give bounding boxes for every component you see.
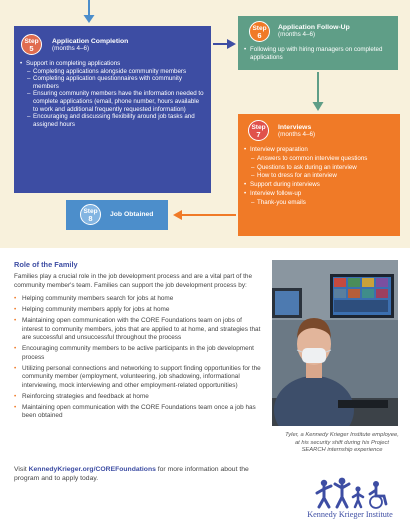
call-to-action <box>14 465 264 483</box>
step-badge-word: Step <box>251 124 266 131</box>
website-link[interactable]: KennedyKrieger.org/COREFoundations <box>28 466 156 473</box>
step-6-card <box>238 16 398 70</box>
list-item: – Thank-you emails <box>244 199 398 208</box>
employee-photo-illustration <box>272 260 398 426</box>
kennedy-krieger-logo <box>300 476 400 520</box>
step-8-card <box>66 200 168 230</box>
step-7-card <box>238 114 400 236</box>
step-subtitle: (months 4–6) <box>52 45 90 52</box>
step-title-text: Interviews <box>278 124 312 131</box>
list-item: – Completing applications alongside community members <box>20 68 205 76</box>
step-8-badge <box>80 204 101 225</box>
list-item: • Helping community members search for jobs at home <box>14 295 264 304</box>
list-item: • Maintaining open communication with the CORE Foundations team on jobs of interest to community members, jobs that are applied to at home, and strategies that are successful and unsuccessful throughout the process <box>14 317 264 343</box>
section-title: Role of the Family <box>14 260 78 269</box>
step-7-title <box>278 124 315 138</box>
list-item: • Interview follow-up <box>244 190 398 199</box>
logo-figures-icon <box>300 476 400 510</box>
list-item: • Reinforcing strategies and feedback at home <box>14 393 264 402</box>
list-item: – Answers to common interview questions <box>244 155 398 164</box>
step-badge-word: Step <box>252 25 267 32</box>
list-item: • Helping community members apply for jobs at home <box>14 306 264 315</box>
step-7-list <box>244 146 398 208</box>
logo-wordmark: Kennedy Krieger Institute <box>307 510 393 519</box>
step-5-title <box>52 38 128 52</box>
step-subtitle: (months 4–6) <box>278 131 316 138</box>
step-5-badge <box>21 34 42 55</box>
list-item: • Utilizing personal connections and networking to support finding opportunities for the community member (employment, volunteering, job shadowing, informational interviewing, mock interviewing and other employment-related opportunities) <box>14 365 264 391</box>
step-6-badge <box>249 21 270 42</box>
step-badge-word: Step <box>24 38 39 45</box>
list-item: • Encouraging community members to be active participants in the job development process <box>14 345 264 362</box>
list-item: – Encouraging and discussing flexibility around job tasks and assigned hours <box>20 113 205 128</box>
step-5-list <box>20 60 205 128</box>
list-item: – How to dress for an interview <box>244 172 398 181</box>
arrow-right-icon <box>213 38 237 50</box>
step-title-text: Job Obtained <box>110 211 154 218</box>
step-badge-number: 5 <box>29 44 34 53</box>
list-item: – Completing application questionnaires with community members <box>20 75 205 90</box>
step-6-title <box>278 24 350 38</box>
step-badge-number: 8 <box>88 214 93 223</box>
list-item: • Support during interviews <box>244 181 398 190</box>
step-badge-number: 7 <box>256 130 261 139</box>
list-item: • Maintaining open communication with the CORE Foundations team once a job has been obtained <box>14 404 264 421</box>
list-item: – Ensuring community members have the information needed to complete applications (email, phone number, hours available to work and additional frequently requested information) <box>20 90 205 113</box>
family-support-list <box>14 295 264 421</box>
arrow-down-icon <box>311 72 325 112</box>
list-item: • Support in completing applications <box>20 60 205 68</box>
step-7-badge <box>248 120 269 141</box>
arrow-left-icon <box>172 209 236 221</box>
list-item: – Questions to ask during an interview <box>244 164 398 173</box>
list-item: • Following up with hiring managers on completed applications <box>244 46 394 61</box>
step-subtitle: (months 4–6) <box>278 31 316 38</box>
photo-caption: Tyler, a Kennedy Krieger Institute employee, at his security shift during his Project SEARCH internship experience <box>285 432 399 453</box>
cta-suffix: for more information about the program and to apply today. <box>14 466 249 482</box>
step-6-list <box>244 46 394 61</box>
employee-photo <box>272 260 398 426</box>
role-of-family-section <box>14 260 264 423</box>
step-8-title <box>110 211 153 218</box>
cta-prefix: Visit <box>14 466 29 473</box>
step-title-text: Application Follow-Up <box>278 24 350 31</box>
step-badge-number: 6 <box>257 31 262 40</box>
step-title-text: Application Completion <box>52 38 129 45</box>
step-5-card <box>14 26 211 193</box>
list-item: • Interview preparation <box>244 146 398 155</box>
step-badge-word: Step <box>83 208 98 215</box>
arrow-down-icon <box>82 0 96 24</box>
section-intro: Families play a crucial role in the job development process and are a vital part of the community member's team. Families can support the job development process by: <box>14 273 252 289</box>
